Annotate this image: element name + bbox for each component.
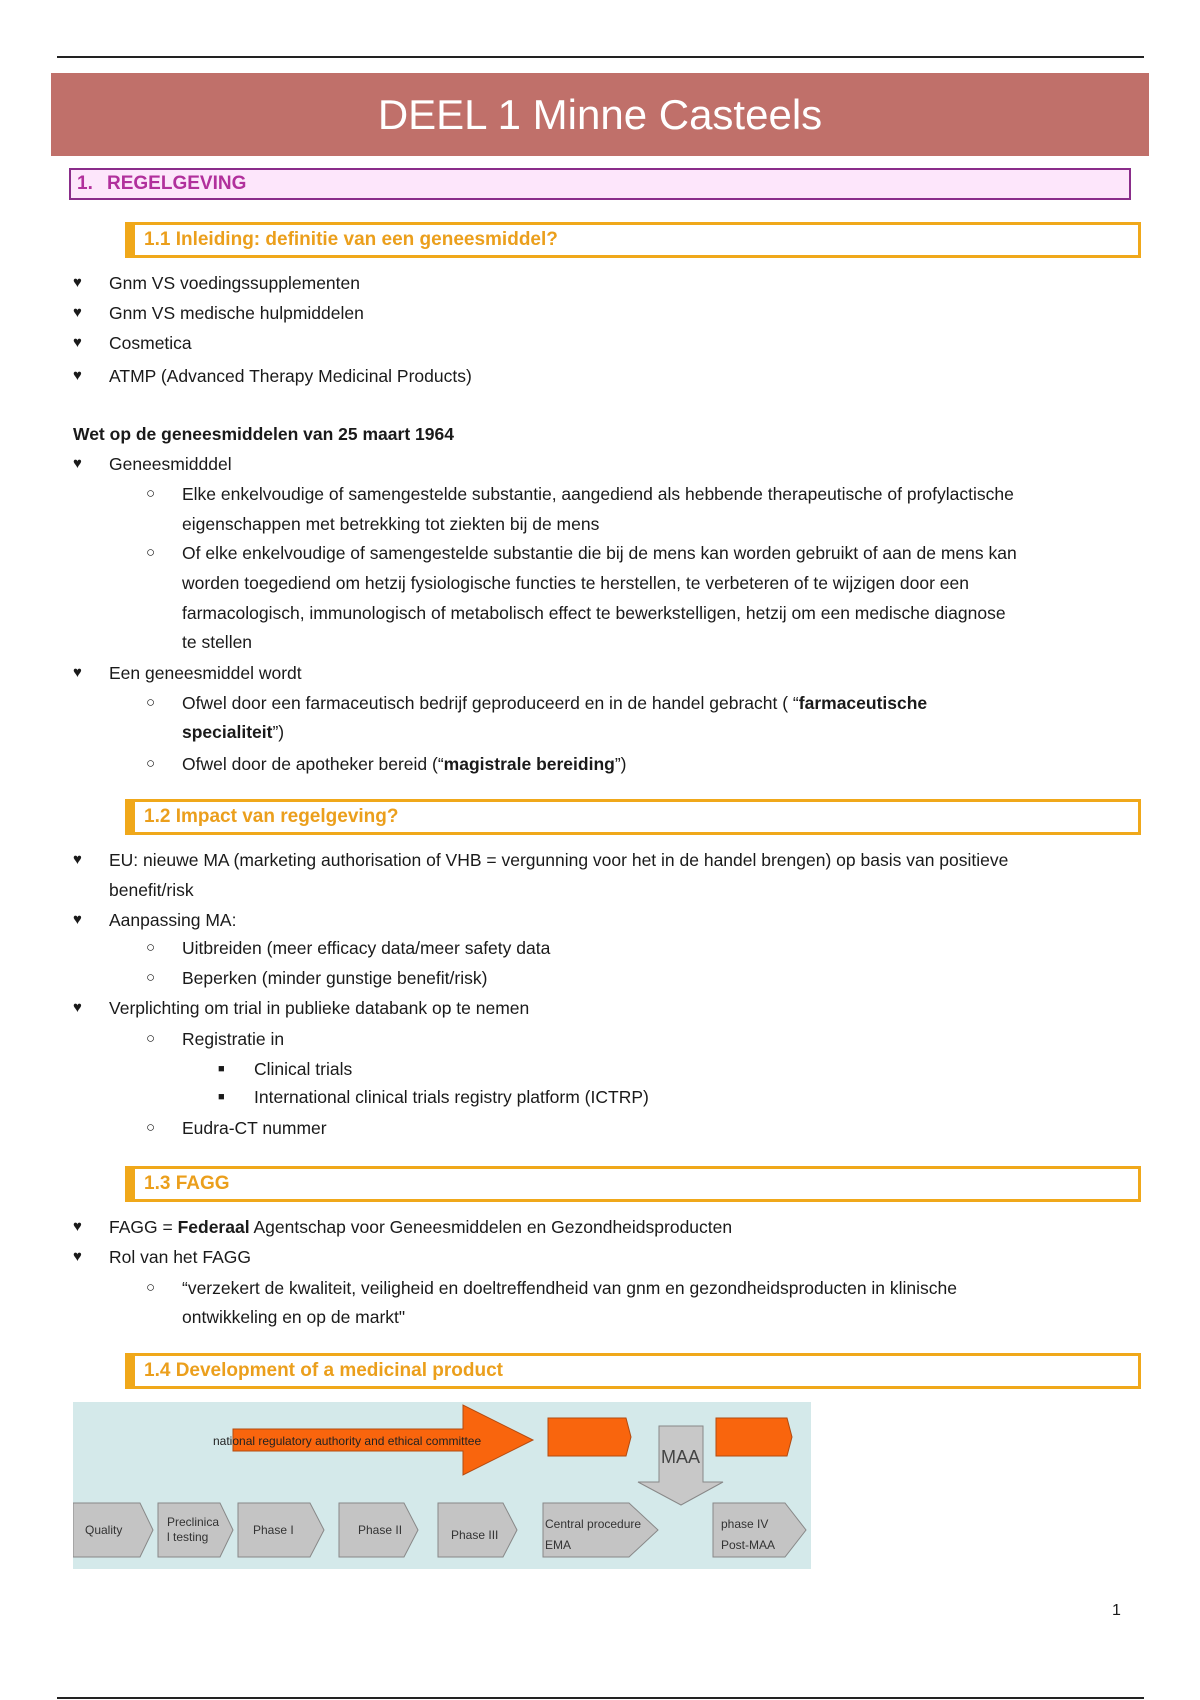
heading-1-1: 1.1 Inleiding: definitie van een geneesmiddel? [125,222,1141,258]
law-title: Wet op de geneesmiddelen van 25 maart 1964 [73,424,454,444]
heading-1-3: 1.3 FAGG [125,1166,1141,1202]
development-diagram [73,1402,811,1569]
sub-item-continued [182,717,284,747]
stage-label: Post-MAA [721,1538,776,1552]
sub-sub-item: International clinical trials registry platform (ICTRP) [254,1087,649,1107]
circle-bullet-icon: ○ [146,969,156,986]
stage-label: Quality [85,1523,123,1537]
heart-bullet-icon: ♥ [73,334,82,351]
stage-label: Phase II [358,1523,403,1537]
circle-bullet-icon: ○ [146,1030,156,1047]
definition-line: Of elke enkelvoudige of samengestelde substantie die bij de mens kan worden gebruikt of aan de mens kan [182,543,1017,563]
bold-term: magistrale bereiding [443,754,615,774]
circle-bullet-icon: ○ [146,485,156,502]
section-title: REGELGEVING [107,173,247,194]
square-bullet-icon: ■ [218,1091,225,1103]
section-number: 1. [77,173,93,194]
heart-bullet-icon: ♥ [73,999,82,1016]
circle-bullet-icon: ○ [146,1279,156,1296]
sub-item: Registratie in [182,1029,285,1049]
quote-line: ontwikkeling en op de markt" [182,1307,406,1327]
sub-item-text: Ofwel door de apotheker bereid (“ [182,754,444,774]
stage-label: EMA [545,1538,572,1552]
page-number: 1 [1112,1602,1121,1619]
quote-line: “verzekert de kwaliteit, veiligheid en doeltreffendheid van gnm en gezondheidsproducten in klinische [182,1278,958,1298]
heart-bullet-icon: ♥ [73,274,82,291]
orange-chevron [716,1418,792,1456]
section-heading-regelgeving [69,168,1131,200]
definition-line: worden toegediend om hetzij fysiologische functies te herstellen, te verbeteren of te wijzigen door een [182,573,969,593]
stage-label: phase IV [721,1517,769,1531]
list-item: Cosmetica [109,333,192,353]
sub-item [182,688,927,718]
stage-label: l testing [167,1530,209,1544]
arrow-label: national regulatory authority and ethical committee [213,1434,482,1448]
sub-item [182,749,627,779]
heading-1-2: 1.2 Impact van regelgeving? [125,799,1141,835]
list-item: Verplichting om trial in publieke databank op te nemen [109,998,530,1018]
sub-item-text: ”) [272,722,285,742]
heart-bullet-icon: ♥ [73,664,82,681]
list-item: Rol van het FAGG [109,1247,252,1267]
circle-bullet-icon: ○ [146,1119,156,1136]
orange-chevron [548,1418,631,1456]
list-item: Een geneesmiddel wordt [109,663,302,683]
heart-bullet-icon: ♥ [73,1218,82,1235]
bottom-rule [57,1697,1144,1699]
bold-term: specialiteit [182,722,273,742]
heart-bullet-icon: ♥ [73,851,82,868]
sub-item: Beperken (minder gunstige benefit/risk) [182,968,488,988]
maa-label: MAA [661,1447,701,1467]
definition-line: Elke enkelvoudige of samengestelde substantie, aangediend als hebbende therapeutische of profylactische [182,484,1014,504]
square-bullet-icon: ■ [218,1063,225,1075]
heart-bullet-icon: ♥ [73,1248,82,1265]
heading-1-4: 1.4 Development of a medicinal product [125,1353,1141,1389]
list-item: Gnm VS voedingssupplementen [109,273,360,293]
circle-bullet-icon: ○ [146,939,156,956]
sub-item: Uitbreiden (meer efficacy data/meer safety data [182,938,551,958]
list-item-text: Agentschap voor Geneesmiddelen en Gezondheidsproducten [249,1217,733,1237]
circle-bullet-icon: ○ [146,755,156,772]
heart-bullet-icon: ♥ [73,455,82,472]
stage-label: Phase I [253,1523,294,1537]
top-rule [57,56,1144,58]
heart-bullet-icon: ♥ [73,367,82,384]
definition-line: eigenschappen met betrekking tot ziekten bij de mens [182,514,600,534]
bold-term: farmaceutische [798,693,928,713]
sub-item: Eudra-CT nummer [182,1118,327,1138]
list-item: EU: nieuwe MA (marketing authorisation of VHB = vergunning voor het in de handel brengen) op basis van positieve [109,850,1009,870]
definition-line: te stellen [182,632,253,652]
stage-label: Central procedure [545,1517,642,1531]
sub-sub-item: Clinical trials [254,1059,353,1079]
list-item: ATMP (Advanced Therapy Medicinal Products) [109,366,472,386]
bold-term: Federaal [177,1217,250,1237]
page-title: DEEL 1 Minne Casteels [51,73,1149,156]
list-item [109,1212,732,1242]
stage-label: Phase III [451,1528,499,1542]
list-item-continued: benefit/risk [109,880,194,900]
sub-item-text: ”) [614,754,627,774]
heart-bullet-icon: ♥ [73,304,82,321]
list-item-text: FAGG = [109,1217,178,1237]
heart-bullet-icon: ♥ [73,911,82,928]
list-item: Geneesmidddel [109,454,232,474]
stage-label: Preclinica [167,1515,220,1529]
list-item: Aanpassing MA: [109,910,237,930]
sub-item-text: Ofwel door een farmaceutisch bedrijf geproduceerd en in de handel gebracht ( “ [182,693,799,713]
circle-bullet-icon: ○ [146,544,156,561]
definition-line: farmacologisch, immunologisch of metabolisch effect te bewerkstelligen, hetzij om een medische diagnose [182,603,1006,623]
circle-bullet-icon: ○ [146,694,156,711]
list-item: Gnm VS medische hulpmiddelen [109,303,364,323]
